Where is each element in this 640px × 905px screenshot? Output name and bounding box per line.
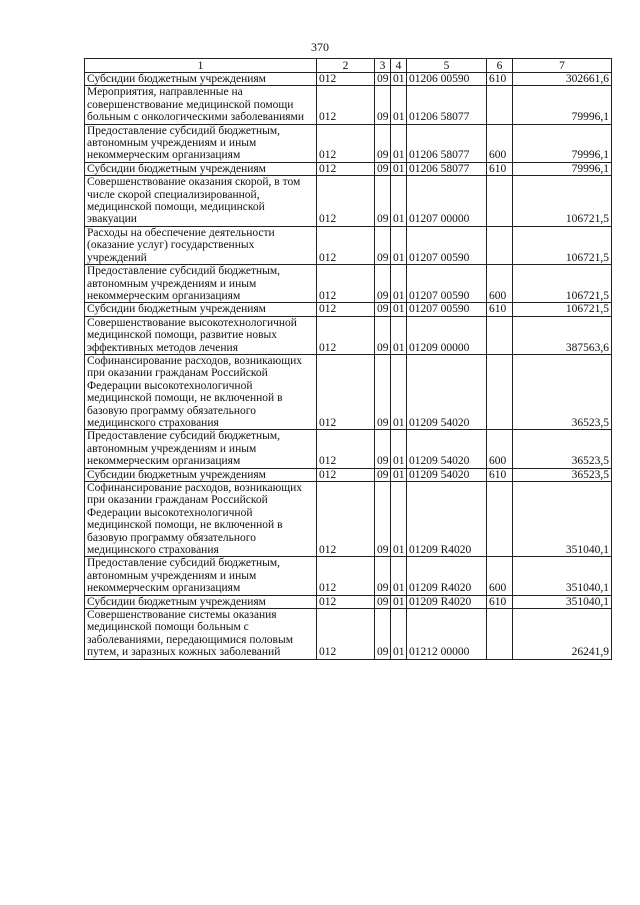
amount: 79996,1 (513, 162, 612, 175)
table-row (85, 430, 612, 468)
expense-type: 610 (487, 73, 513, 86)
section-code: 09 (375, 162, 391, 175)
row-name: Субсидии бюджетным учреждениям (85, 468, 317, 481)
target-article: 01209 R4020 (407, 595, 487, 608)
subsection-code: 01 (391, 303, 407, 316)
target-article: 01209 R4020 (407, 482, 487, 557)
header-row (85, 59, 612, 73)
table-row (85, 595, 612, 608)
expense-type (487, 609, 513, 660)
row-name: Расходы на обеспечение деятельности (оказание услуг) государственных учреждений (85, 226, 317, 264)
row-name: Предоставление субсидий бюджетным, автономным учреждениям и иным некоммерческим организациям (85, 124, 317, 162)
target-article: 01209 54020 (407, 430, 487, 468)
section-code: 09 (375, 316, 391, 354)
target-article: 01209 54020 (407, 468, 487, 481)
table-row (85, 316, 612, 354)
expense-type (487, 482, 513, 557)
section-code: 09 (375, 468, 391, 481)
budget-table (84, 58, 612, 660)
amount: 106721,5 (513, 226, 612, 264)
row-name: Совершенствование системы оказания медицинской помощи больным с заболеваниями, передающимися половым путем, и заразных кожных заболеваний (85, 609, 317, 660)
subsection-code: 01 (391, 430, 407, 468)
row-name: Субсидии бюджетным учреждениям (85, 162, 317, 175)
section-code: 09 (375, 595, 391, 608)
amount: 106721,5 (513, 303, 612, 316)
subsection-code: 01 (391, 176, 407, 227)
page-number: 370 (311, 40, 329, 54)
target-article: 01207 00000 (407, 176, 487, 227)
section-code: 09 (375, 226, 391, 264)
expense-type: 610 (487, 595, 513, 608)
section-code: 09 (375, 265, 391, 303)
subsection-code: 01 (391, 557, 407, 595)
table-row (85, 176, 612, 227)
amount: 387563,6 (513, 316, 612, 354)
row-name: Предоставление субсидий бюджетным, автономным учреждениям и иным некоммерческим организациям (85, 265, 317, 303)
admin-code: 012 (317, 430, 375, 468)
table-row (85, 482, 612, 557)
target-article: 01207 00590 (407, 265, 487, 303)
amount: 26241,9 (513, 609, 612, 660)
target-article: 01209 54020 (407, 354, 487, 429)
table-row (85, 124, 612, 162)
expense-type (487, 86, 513, 124)
subsection-code: 01 (391, 226, 407, 264)
table-row (85, 162, 612, 175)
admin-code: 012 (317, 73, 375, 86)
target-article: 01206 58077 (407, 86, 487, 124)
column-header: 7 (513, 59, 612, 73)
row-name: Предоставление субсидий бюджетным, автономным учреждениям и иным некоммерческим организациям (85, 430, 317, 468)
admin-code: 012 (317, 124, 375, 162)
admin-code: 012 (317, 265, 375, 303)
admin-code: 012 (317, 176, 375, 227)
table-row (85, 226, 612, 264)
table-row (85, 73, 612, 86)
row-name: Совершенствование высокотехнологичной медицинской помощи, развитие новых эффективных методов лечения (85, 316, 317, 354)
section-code: 09 (375, 73, 391, 86)
amount: 36523,5 (513, 468, 612, 481)
admin-code: 012 (317, 557, 375, 595)
amount: 106721,5 (513, 176, 612, 227)
admin-code: 012 (317, 226, 375, 264)
subsection-code: 01 (391, 316, 407, 354)
amount: 106721,5 (513, 265, 612, 303)
admin-code: 012 (317, 316, 375, 354)
subsection-code: 01 (391, 73, 407, 86)
subsection-code: 01 (391, 595, 407, 608)
admin-code: 012 (317, 86, 375, 124)
amount: 351040,1 (513, 557, 612, 595)
admin-code: 012 (317, 162, 375, 175)
table-row (85, 354, 612, 429)
admin-code: 012 (317, 482, 375, 557)
target-article: 01209 00000 (407, 316, 487, 354)
expense-type: 600 (487, 557, 513, 595)
section-code: 09 (375, 124, 391, 162)
section-code: 09 (375, 354, 391, 429)
expense-type (487, 226, 513, 264)
table-row (85, 303, 612, 316)
target-article: 01207 00590 (407, 226, 487, 264)
target-article: 01206 58077 (407, 124, 487, 162)
row-name: Софинансирование расходов, возникающих при оказании гражданам Российской Федерации высокотехнологичной медицинской помощи, не включенной в базовую программу обязательного медицинского страхования (85, 354, 317, 429)
row-name: Совершенствование оказания скорой, в том числе скорой специализированной, медицинской помощи, медицинской эвакуации (85, 176, 317, 227)
expense-type: 610 (487, 468, 513, 481)
amount: 79996,1 (513, 86, 612, 124)
table-row (85, 468, 612, 481)
column-header: 3 (375, 59, 391, 73)
admin-code: 012 (317, 609, 375, 660)
table-row (85, 609, 612, 660)
target-article: 01207 00590 (407, 303, 487, 316)
column-header: 4 (391, 59, 407, 73)
table-row (85, 86, 612, 124)
column-header: 1 (85, 59, 317, 73)
subsection-code: 01 (391, 265, 407, 303)
subsection-code: 01 (391, 482, 407, 557)
section-code: 09 (375, 609, 391, 660)
row-name: Мероприятия, направленные на совершенствование медицинской помощи больным с онкологическими заболеваниями (85, 86, 317, 124)
table-row (85, 265, 612, 303)
admin-code: 012 (317, 303, 375, 316)
admin-code: 012 (317, 595, 375, 608)
amount: 351040,1 (513, 595, 612, 608)
expense-type: 600 (487, 265, 513, 303)
subsection-code: 01 (391, 354, 407, 429)
row-name: Предоставление субсидий бюджетным, автономным учреждениям и иным некоммерческим организациям (85, 557, 317, 595)
subsection-code: 01 (391, 124, 407, 162)
amount: 36523,5 (513, 354, 612, 429)
subsection-code: 01 (391, 609, 407, 660)
admin-code: 012 (317, 468, 375, 481)
amount: 79996,1 (513, 124, 612, 162)
expense-type: 600 (487, 430, 513, 468)
section-code: 09 (375, 176, 391, 227)
expense-type (487, 354, 513, 429)
subsection-code: 01 (391, 86, 407, 124)
target-article: 01209 R4020 (407, 557, 487, 595)
row-name: Субсидии бюджетным учреждениям (85, 595, 317, 608)
expense-type: 600 (487, 124, 513, 162)
subsection-code: 01 (391, 468, 407, 481)
target-article: 01206 00590 (407, 73, 487, 86)
target-article: 01212 00000 (407, 609, 487, 660)
row-name: Субсидии бюджетным учреждениям (85, 303, 317, 316)
target-article: 01206 58077 (407, 162, 487, 175)
column-header: 5 (407, 59, 487, 73)
column-header: 6 (487, 59, 513, 73)
admin-code: 012 (317, 354, 375, 429)
column-header: 2 (317, 59, 375, 73)
amount: 36523,5 (513, 430, 612, 468)
amount: 351040,1 (513, 482, 612, 557)
expense-type: 610 (487, 303, 513, 316)
expense-type (487, 316, 513, 354)
section-code: 09 (375, 482, 391, 557)
section-code: 09 (375, 86, 391, 124)
section-code: 09 (375, 303, 391, 316)
subsection-code: 01 (391, 162, 407, 175)
table-body (85, 73, 612, 660)
section-code: 09 (375, 557, 391, 595)
amount: 302661,6 (513, 73, 612, 86)
expense-type: 610 (487, 162, 513, 175)
row-name: Субсидии бюджетным учреждениям (85, 73, 317, 86)
row-name: Софинансирование расходов, возникающих при оказании гражданам Российской Федерации высокотехнологичной медицинской помощи, не включенной в базовую программу обязательного медицинского страхования (85, 482, 317, 557)
table-row (85, 557, 612, 595)
section-code: 09 (375, 430, 391, 468)
expense-type (487, 176, 513, 227)
